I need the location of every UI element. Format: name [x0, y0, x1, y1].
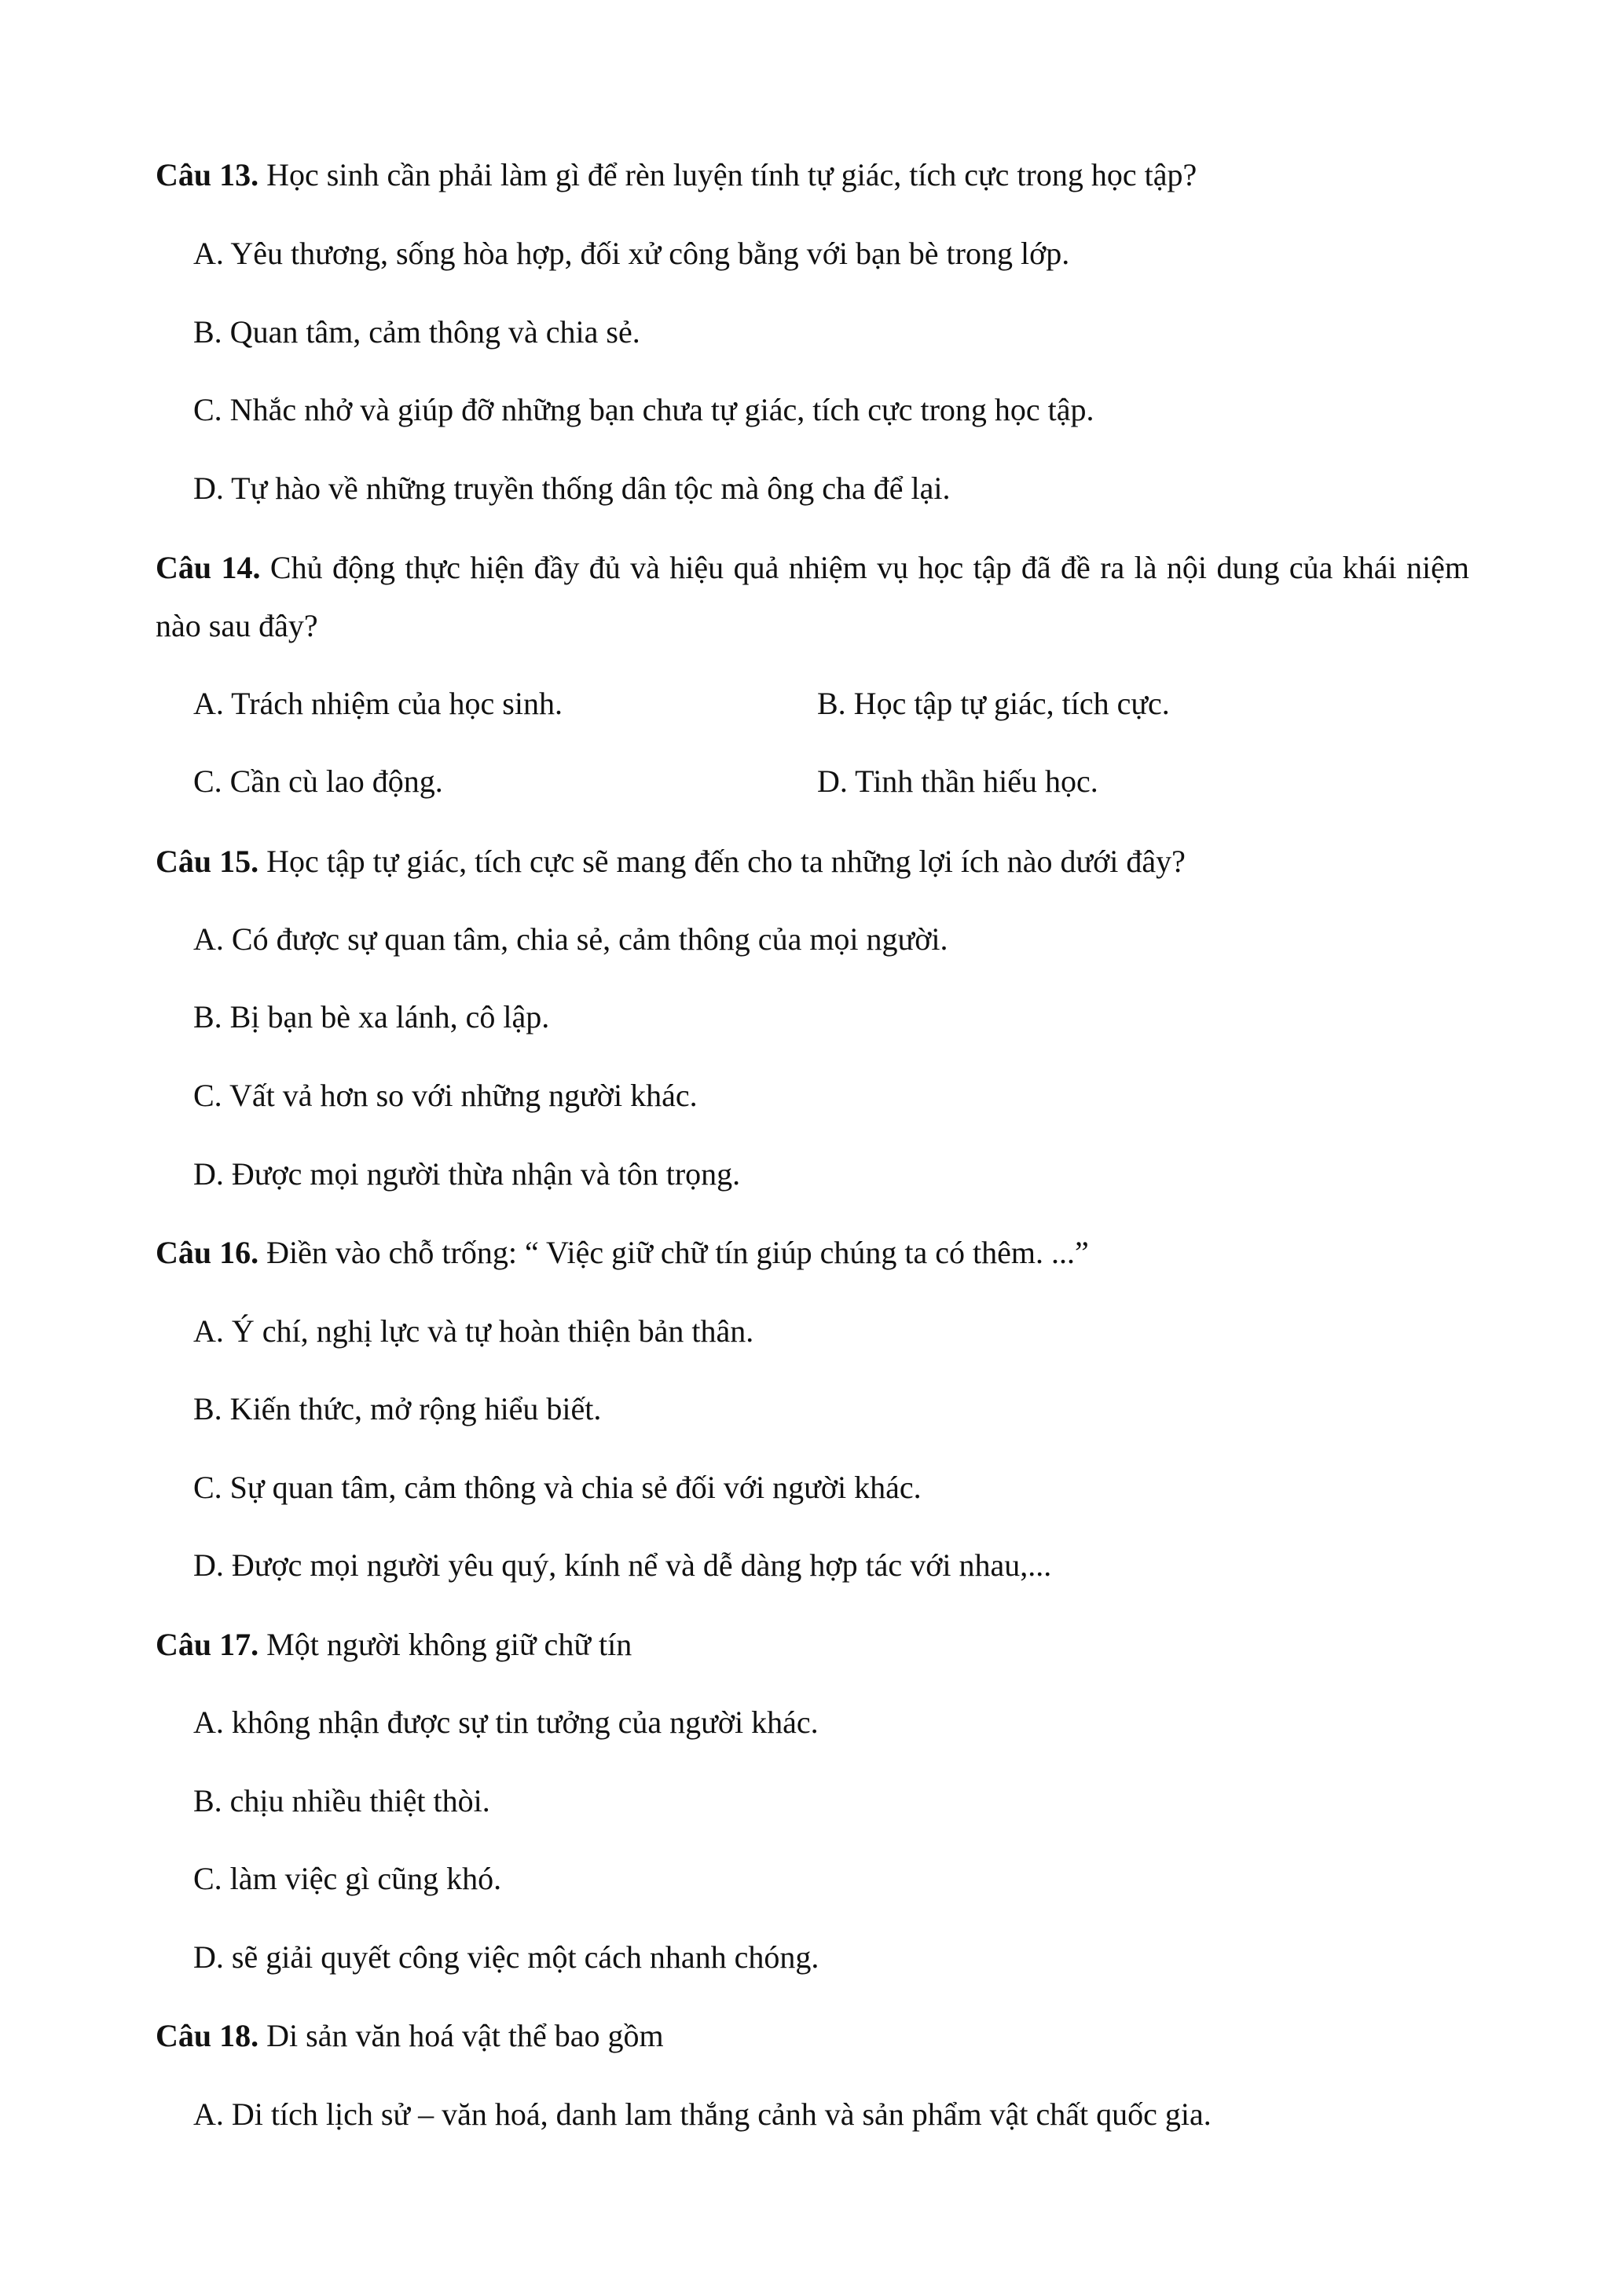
question-15-option-d: D. Được mọi người thừa nhận và tôn trọng.	[193, 1156, 741, 1192]
question-13-stem	[156, 146, 1197, 204]
question-17-option-b: B. chịu nhiều thiệt thòi.	[193, 1783, 490, 1818]
question-17-label: Câu 17.	[156, 1627, 259, 1662]
question-16-option-a: A. Ý chí, nghị lực và tự hoàn thiện bản thân.	[193, 1313, 754, 1349]
question-13-option-c: C. Nhắc nhở và giúp đỡ những bạn chưa tự giác, tích cực trong học tập.	[193, 392, 1094, 427]
question-13-option-d: D. Tự hào về những truyền thống dân tộc mà ông cha để lại.	[193, 471, 951, 506]
question-16-option-b: B. Kiến thức, mở rộng hiểu biết.	[193, 1391, 602, 1426]
question-18-stem	[156, 2007, 664, 2065]
question-16-text: Điền vào chỗ trống: “ Việc giữ chữ tín giúp chúng ta có thêm. ...”	[258, 1235, 1089, 1270]
question-17-option-d: D. sẽ giải quyết công việc một cách nhanh chóng.	[193, 1939, 819, 1975]
question-13-option-b: B. Quan tâm, cảm thông và chia sẻ.	[193, 314, 640, 350]
question-15-label: Câu 15.	[156, 844, 259, 879]
question-16-option-d: D. Được mọi người yêu quý, kính nể và dễ dàng hợp tác với nhau,...	[193, 1547, 1052, 1583]
question-14-option-a: A. Trách nhiệm của học sinh.	[193, 686, 563, 721]
question-13-label: Câu 13.	[156, 157, 259, 192]
question-16-option-c: C. Sự quan tâm, cảm thông và chia sẻ đối với người khác.	[193, 1470, 922, 1505]
question-14-label: Câu 14.	[156, 550, 261, 585]
question-17-option-c: C. làm việc gì cũng khó.	[193, 1861, 502, 1896]
question-15-option-a: A. Có được sự quan tâm, chia sẻ, cảm thông của mọi người.	[193, 921, 948, 957]
question-14-text: Chủ động thực hiện đầy đủ và hiệu quả nhiệm vụ học tập đã đề ra là nội dung của khái niệm nào sau đây?	[156, 550, 1469, 643]
question-17-option-a: A. không nhận được sự tin tưởng của người khác.	[193, 1705, 819, 1740]
question-13-option-a: A. Yêu thương, sống hòa hợp, đối xử công bằng với bạn bè trong lớp.	[193, 236, 1070, 271]
question-17-stem	[156, 1616, 632, 1674]
question-15-option-b: B. Bị bạn bè xa lánh, cô lập.	[193, 999, 550, 1034]
question-14-stem	[156, 539, 1469, 655]
question-15-option-c: C. Vất vả hơn so với những người khác.	[193, 1078, 698, 1113]
question-17-text: Một người không giữ chữ tín	[258, 1627, 632, 1662]
question-14-option-d: D. Tinh thần hiếu học.	[817, 764, 1098, 799]
question-14-option-b: B. Học tập tự giác, tích cực.	[817, 686, 1170, 721]
question-18-label: Câu 18.	[156, 2018, 259, 2053]
question-15-stem	[156, 833, 1186, 891]
question-18-text: Di sản văn hoá vật thể bao gồm	[258, 2018, 664, 2053]
question-16-label: Câu 16.	[156, 1235, 259, 1270]
question-13-text: Học sinh cần phải làm gì để rèn luyện tính tự giác, tích cực trong học tập?	[258, 157, 1197, 192]
question-18-option-a: A. Di tích lịch sử – văn hoá, danh lam thắng cảnh và sản phẩm vật chất quốc gia.	[193, 2096, 1212, 2132]
question-16-stem	[156, 1224, 1089, 1282]
question-15-text: Học tập tự giác, tích cực sẽ mang đến cho ta những lợi ích nào dưới đây?	[258, 844, 1186, 879]
question-14-option-c: C. Cần cù lao động.	[193, 764, 443, 799]
